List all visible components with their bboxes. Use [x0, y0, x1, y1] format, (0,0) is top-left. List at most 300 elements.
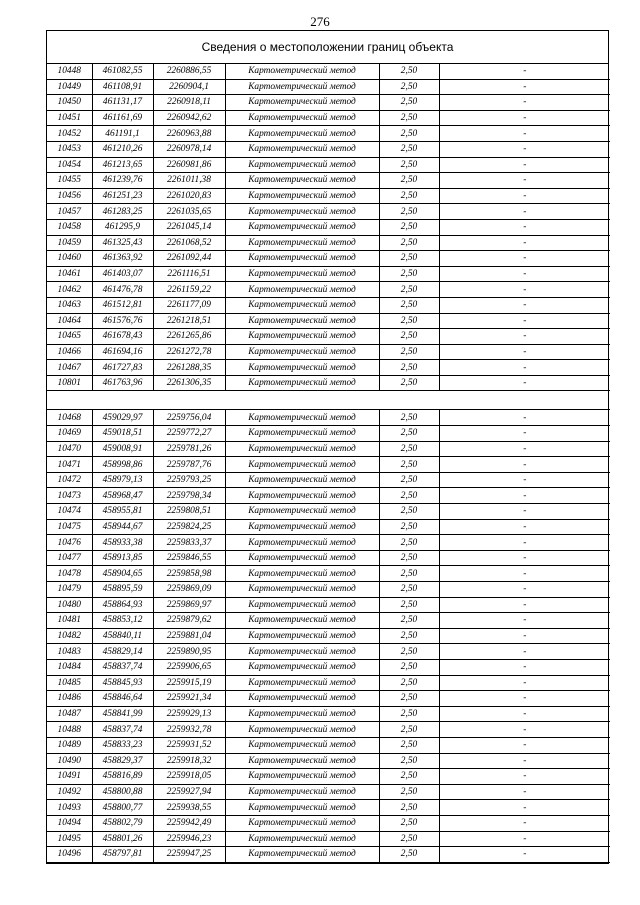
cell-accuracy: 2,50: [379, 329, 439, 345]
cell-method: Картометрический метод: [225, 173, 379, 189]
cell-coord-x: 461403,07: [92, 266, 153, 282]
cell-coord-x: 458833,23: [92, 737, 153, 753]
cell-method: Картометрический метод: [225, 344, 379, 360]
cell-point-number: 10469: [47, 426, 92, 442]
cell-accuracy: 2,50: [379, 815, 439, 831]
cell-accuracy: 2,50: [379, 126, 439, 142]
table-row: [47, 360, 610, 376]
cell-method: Картометрический метод: [225, 282, 379, 298]
cell-accuracy: 2,50: [379, 831, 439, 847]
cell-point-number: 10453: [47, 141, 92, 157]
table-row: [47, 582, 610, 598]
cell-accuracy: 2,50: [379, 472, 439, 488]
table-body: [47, 64, 610, 862]
cell-coord-x: 458837,74: [92, 722, 153, 738]
block-separator-row: [47, 391, 610, 410]
cell-coord-x: 461325,43: [92, 235, 153, 251]
cell-note: -: [439, 219, 610, 235]
cell-coord-y: 2259881,04: [153, 628, 225, 644]
cell-point-number: 10494: [47, 815, 92, 831]
table-row: [47, 110, 610, 126]
cell-point-number: 10468: [47, 410, 92, 426]
cell-coord-x: 461082,55: [92, 64, 153, 79]
cell-point-number: 10460: [47, 251, 92, 267]
cell-method: Картометрический метод: [225, 597, 379, 613]
cell-point-number: 10483: [47, 644, 92, 660]
cell-accuracy: 2,50: [379, 488, 439, 504]
page-number: 276: [310, 14, 330, 29]
cell-coord-y: 2261068,52: [153, 235, 225, 251]
cell-coord-x: 458895,59: [92, 582, 153, 598]
cell-point-number: 10452: [47, 126, 92, 142]
cell-point-number: 10474: [47, 504, 92, 520]
cell-note: -: [439, 95, 610, 111]
cell-coord-x: 458801,26: [92, 831, 153, 847]
table-row: [47, 847, 610, 863]
cell-point-number: 10496: [47, 847, 92, 863]
cell-method: Картометрический метод: [225, 691, 379, 707]
cell-accuracy: 2,50: [379, 644, 439, 660]
cell-method: Картометрический метод: [225, 535, 379, 551]
table-row: [47, 204, 610, 220]
cell-point-number: 10456: [47, 188, 92, 204]
cell-accuracy: 2,50: [379, 375, 439, 391]
cell-method: Картометрический метод: [225, 410, 379, 426]
cell-method: Картометрический метод: [225, 800, 379, 816]
cell-coord-y: 2260918,11: [153, 95, 225, 111]
cell-method: Картометрический метод: [225, 441, 379, 457]
cell-method: Картометрический метод: [225, 126, 379, 142]
cell-point-number: 10484: [47, 659, 92, 675]
cell-coord-x: 461131,17: [92, 95, 153, 111]
cell-note: -: [439, 706, 610, 722]
cell-coord-y: 2259824,25: [153, 519, 225, 535]
cell-coord-y: 2261288,35: [153, 360, 225, 376]
cell-note: -: [439, 344, 610, 360]
cell-note: -: [439, 488, 610, 504]
cell-note: -: [439, 375, 610, 391]
cell-coord-y: 2259833,37: [153, 535, 225, 551]
cell-coord-x: 461512,81: [92, 297, 153, 313]
table-row: [47, 722, 610, 738]
cell-coord-y: 2259879,62: [153, 613, 225, 629]
cell-point-number: 10449: [47, 79, 92, 95]
cell-accuracy: 2,50: [379, 173, 439, 189]
cell-coord-y: 2260981,86: [153, 157, 225, 173]
cell-method: Картометрический метод: [225, 815, 379, 831]
cell-note: -: [439, 769, 610, 785]
cell-coord-x: 458802,79: [92, 815, 153, 831]
cell-accuracy: 2,50: [379, 675, 439, 691]
cell-note: -: [439, 831, 610, 847]
cell-coord-x: 459008,91: [92, 441, 153, 457]
cell-coord-y: 2259942,49: [153, 815, 225, 831]
cell-point-number: 10476: [47, 535, 92, 551]
cell-point-number: 10470: [47, 441, 92, 457]
cell-note: -: [439, 597, 610, 613]
cell-accuracy: 2,50: [379, 266, 439, 282]
cell-note: -: [439, 266, 610, 282]
cell-method: Картометрический метод: [225, 737, 379, 753]
cell-coord-y: 2260942,62: [153, 110, 225, 126]
cell-accuracy: 2,50: [379, 426, 439, 442]
cell-note: -: [439, 815, 610, 831]
cell-point-number: 10471: [47, 457, 92, 473]
cell-coord-y: 2260904,1: [153, 79, 225, 95]
cell-accuracy: 2,50: [379, 659, 439, 675]
cell-note: -: [439, 126, 610, 142]
table-row: [47, 297, 610, 313]
cell-point-number: 10478: [47, 566, 92, 582]
cell-coord-y: 2261045,14: [153, 219, 225, 235]
cell-method: Картометрический метод: [225, 644, 379, 660]
cell-method: Картометрический метод: [225, 784, 379, 800]
cell-method: Картометрический метод: [225, 504, 379, 520]
cell-accuracy: 2,50: [379, 282, 439, 298]
cell-point-number: 10459: [47, 235, 92, 251]
table-row: [47, 457, 610, 473]
cell-coord-x: 461108,91: [92, 79, 153, 95]
cell-coord-x: 458864,93: [92, 597, 153, 613]
table-row: [47, 800, 610, 816]
cell-coord-x: 458853,12: [92, 613, 153, 629]
cell-coord-y: 2261159,22: [153, 282, 225, 298]
cell-note: -: [439, 753, 610, 769]
boundary-table: [47, 64, 610, 863]
cell-method: Картометрический метод: [225, 219, 379, 235]
cell-note: -: [439, 675, 610, 691]
cell-coord-y: 2259846,55: [153, 550, 225, 566]
table-row: [47, 706, 610, 722]
cell-method: Картометрический метод: [225, 847, 379, 863]
table-row: [47, 472, 610, 488]
cell-coord-y: 2261011,38: [153, 173, 225, 189]
cell-accuracy: 2,50: [379, 753, 439, 769]
cell-note: -: [439, 504, 610, 520]
cell-note: -: [439, 64, 610, 79]
table-row: [47, 375, 610, 391]
cell-coord-x: 461678,43: [92, 329, 153, 345]
table-row: [47, 266, 610, 282]
cell-note: -: [439, 441, 610, 457]
cell-method: Картометрический метод: [225, 659, 379, 675]
separator-cell: [47, 391, 610, 410]
cell-accuracy: 2,50: [379, 784, 439, 800]
table-row: [47, 519, 610, 535]
cell-method: Картометрический метод: [225, 488, 379, 504]
cell-note: -: [439, 800, 610, 816]
cell-coord-x: 458800,88: [92, 784, 153, 800]
cell-point-number: 10462: [47, 282, 92, 298]
cell-note: -: [439, 410, 610, 426]
cell-method: Картометрический метод: [225, 329, 379, 345]
cell-note: -: [439, 282, 610, 298]
cell-accuracy: 2,50: [379, 550, 439, 566]
cell-accuracy: 2,50: [379, 219, 439, 235]
cell-coord-y: 2259927,94: [153, 784, 225, 800]
table-row: [47, 737, 610, 753]
cell-accuracy: 2,50: [379, 706, 439, 722]
cell-coord-y: 2259793,25: [153, 472, 225, 488]
cell-coord-x: 461213,65: [92, 157, 153, 173]
cell-method: Картометрический метод: [225, 313, 379, 329]
table-row: [47, 675, 610, 691]
table-row: [47, 235, 610, 251]
cell-note: -: [439, 659, 610, 675]
cell-note: -: [439, 141, 610, 157]
cell-point-number: 10472: [47, 472, 92, 488]
cell-method: Картометрический метод: [225, 297, 379, 313]
cell-coord-y: 2261116,51: [153, 266, 225, 282]
cell-method: Картометрический метод: [225, 64, 379, 79]
table-row: [47, 441, 610, 457]
cell-accuracy: 2,50: [379, 141, 439, 157]
cell-method: Картометрический метод: [225, 235, 379, 251]
table-row: [47, 344, 610, 360]
table-row: [47, 753, 610, 769]
cell-coord-y: 2261177,09: [153, 297, 225, 313]
cell-point-number: 10487: [47, 706, 92, 722]
cell-coord-x: 458979,13: [92, 472, 153, 488]
cell-method: Картометрический метод: [225, 157, 379, 173]
cell-coord-y: 2261092,44: [153, 251, 225, 267]
cell-note: -: [439, 472, 610, 488]
table-row: [47, 157, 610, 173]
cell-coord-y: 2259772,27: [153, 426, 225, 442]
cell-coord-y: 2259756,04: [153, 410, 225, 426]
table-row: [47, 410, 610, 426]
cell-accuracy: 2,50: [379, 769, 439, 785]
cell-point-number: 10490: [47, 753, 92, 769]
cell-accuracy: 2,50: [379, 737, 439, 753]
cell-point-number: 10463: [47, 297, 92, 313]
cell-method: Картометрический метод: [225, 457, 379, 473]
cell-coord-x: 461191,1: [92, 126, 153, 142]
cell-accuracy: 2,50: [379, 251, 439, 267]
cell-accuracy: 2,50: [379, 722, 439, 738]
cell-note: -: [439, 204, 610, 220]
cell-note: -: [439, 535, 610, 551]
table-row: [47, 613, 610, 629]
cell-coord-y: 2259781,26: [153, 441, 225, 457]
cell-point-number: 10455: [47, 173, 92, 189]
cell-accuracy: 2,50: [379, 235, 439, 251]
cell-coord-x: 461283,25: [92, 204, 153, 220]
cell-coord-x: 461576,76: [92, 313, 153, 329]
cell-point-number: 10473: [47, 488, 92, 504]
cell-accuracy: 2,50: [379, 597, 439, 613]
cell-coord-x: 458816,89: [92, 769, 153, 785]
cell-coord-y: 2261035,65: [153, 204, 225, 220]
table-row: [47, 831, 610, 847]
cell-method: Картометрический метод: [225, 375, 379, 391]
cell-method: Картометрический метод: [225, 519, 379, 535]
page-title: Сведения о местоположении границ объекта: [47, 31, 608, 64]
cell-coord-y: 2259947,25: [153, 847, 225, 863]
cell-coord-x: 458933,38: [92, 535, 153, 551]
cell-point-number: 10450: [47, 95, 92, 111]
cell-note: -: [439, 79, 610, 95]
cell-coord-x: 461694,16: [92, 344, 153, 360]
cell-method: Картометрический метод: [225, 675, 379, 691]
cell-note: -: [439, 628, 610, 644]
cell-coord-x: 458944,67: [92, 519, 153, 535]
cell-coord-x: 459018,51: [92, 426, 153, 442]
cell-method: Картометрический метод: [225, 141, 379, 157]
cell-coord-x: 461476,78: [92, 282, 153, 298]
cell-point-number: 10454: [47, 157, 92, 173]
cell-accuracy: 2,50: [379, 79, 439, 95]
cell-coord-x: 458837,74: [92, 659, 153, 675]
cell-accuracy: 2,50: [379, 297, 439, 313]
cell-coord-x: 458846,64: [92, 691, 153, 707]
cell-note: -: [439, 457, 610, 473]
cell-note: -: [439, 582, 610, 598]
cell-note: -: [439, 426, 610, 442]
document-frame: [46, 30, 609, 864]
cell-accuracy: 2,50: [379, 628, 439, 644]
cell-point-number: 10486: [47, 691, 92, 707]
cell-coord-x: 461210,26: [92, 141, 153, 157]
cell-coord-y: 2260963,88: [153, 126, 225, 142]
cell-method: Картометрический метод: [225, 582, 379, 598]
table-row: [47, 282, 610, 298]
cell-coord-y: 2261272,78: [153, 344, 225, 360]
cell-point-number: 10467: [47, 360, 92, 376]
cell-point-number: 10480: [47, 597, 92, 613]
table-row: [47, 784, 610, 800]
table-row: [47, 659, 610, 675]
cell-coord-x: 458841,99: [92, 706, 153, 722]
table-row: [47, 691, 610, 707]
cell-coord-x: 461363,92: [92, 251, 153, 267]
cell-coord-y: 2259906,65: [153, 659, 225, 675]
cell-note: -: [439, 313, 610, 329]
cell-coord-x: 458998,86: [92, 457, 153, 473]
cell-point-number: 10482: [47, 628, 92, 644]
cell-point-number: 10489: [47, 737, 92, 753]
cell-coord-y: 2259946,23: [153, 831, 225, 847]
cell-coord-y: 2259929,13: [153, 706, 225, 722]
cell-coord-x: 461251,23: [92, 188, 153, 204]
cell-point-number: 10491: [47, 769, 92, 785]
cell-note: -: [439, 173, 610, 189]
cell-method: Картометрический метод: [225, 722, 379, 738]
cell-note: -: [439, 297, 610, 313]
table-row: [47, 251, 610, 267]
cell-point-number: 10461: [47, 266, 92, 282]
cell-coord-y: 2259787,76: [153, 457, 225, 473]
cell-method: Картометрический метод: [225, 706, 379, 722]
cell-coord-y: 2259858,98: [153, 566, 225, 582]
cell-coord-y: 2259915,19: [153, 675, 225, 691]
cell-point-number: 10479: [47, 582, 92, 598]
cell-point-number: 10495: [47, 831, 92, 847]
cell-method: Картометрический метод: [225, 360, 379, 376]
table-row: [47, 566, 610, 582]
cell-point-number: 10458: [47, 219, 92, 235]
cell-point-number: 10465: [47, 329, 92, 345]
cell-accuracy: 2,50: [379, 519, 439, 535]
cell-coord-x: 461239,76: [92, 173, 153, 189]
cell-note: -: [439, 691, 610, 707]
cell-point-number: 10464: [47, 313, 92, 329]
cell-coord-x: 458845,93: [92, 675, 153, 691]
cell-method: Картометрический метод: [225, 204, 379, 220]
cell-accuracy: 2,50: [379, 441, 439, 457]
cell-note: -: [439, 519, 610, 535]
cell-coord-y: 2259918,05: [153, 769, 225, 785]
cell-method: Картометрический метод: [225, 613, 379, 629]
cell-note: -: [439, 360, 610, 376]
cell-point-number: 10448: [47, 64, 92, 79]
table-row: [47, 329, 610, 345]
cell-method: Картометрический метод: [225, 628, 379, 644]
table-row: [47, 141, 610, 157]
cell-accuracy: 2,50: [379, 313, 439, 329]
cell-coord-x: 458968,47: [92, 488, 153, 504]
cell-method: Картометрический метод: [225, 831, 379, 847]
cell-accuracy: 2,50: [379, 188, 439, 204]
table-row: [47, 488, 610, 504]
cell-coord-y: 2259932,78: [153, 722, 225, 738]
cell-coord-x: 458829,37: [92, 753, 153, 769]
cell-coord-y: 2259918,32: [153, 753, 225, 769]
cell-method: Картометрический метод: [225, 472, 379, 488]
cell-coord-x: 459029,97: [92, 410, 153, 426]
table-row: [47, 426, 610, 442]
cell-accuracy: 2,50: [379, 360, 439, 376]
cell-point-number: 10451: [47, 110, 92, 126]
cell-accuracy: 2,50: [379, 582, 439, 598]
cell-note: -: [439, 188, 610, 204]
table-row: [47, 79, 610, 95]
cell-method: Картометрический метод: [225, 79, 379, 95]
cell-accuracy: 2,50: [379, 457, 439, 473]
cell-coord-y: 2261218,51: [153, 313, 225, 329]
cell-note: -: [439, 235, 610, 251]
cell-note: -: [439, 847, 610, 863]
cell-point-number: 10477: [47, 550, 92, 566]
cell-note: -: [439, 329, 610, 345]
cell-accuracy: 2,50: [379, 800, 439, 816]
cell-method: Картометрический метод: [225, 110, 379, 126]
cell-method: Картометрический метод: [225, 550, 379, 566]
cell-accuracy: 2,50: [379, 504, 439, 520]
cell-note: -: [439, 613, 610, 629]
cell-note: -: [439, 550, 610, 566]
cell-coord-x: 458904,65: [92, 566, 153, 582]
cell-accuracy: 2,50: [379, 535, 439, 551]
cell-coord-y: 2259890,95: [153, 644, 225, 660]
cell-method: Картометрический метод: [225, 769, 379, 785]
cell-method: Картометрический метод: [225, 426, 379, 442]
cell-coord-y: 2261265,86: [153, 329, 225, 345]
table-row: [47, 815, 610, 831]
cell-note: -: [439, 566, 610, 582]
cell-point-number: 10488: [47, 722, 92, 738]
cell-coord-x: 458913,85: [92, 550, 153, 566]
cell-note: -: [439, 157, 610, 173]
cell-coord-x: 458955,81: [92, 504, 153, 520]
cell-method: Картометрический метод: [225, 753, 379, 769]
table-row: [47, 644, 610, 660]
table-row: [47, 504, 610, 520]
table-row: [47, 597, 610, 613]
cell-coord-y: 2259869,09: [153, 582, 225, 598]
cell-method: Картометрический метод: [225, 188, 379, 204]
cell-coord-x: 458800,77: [92, 800, 153, 816]
